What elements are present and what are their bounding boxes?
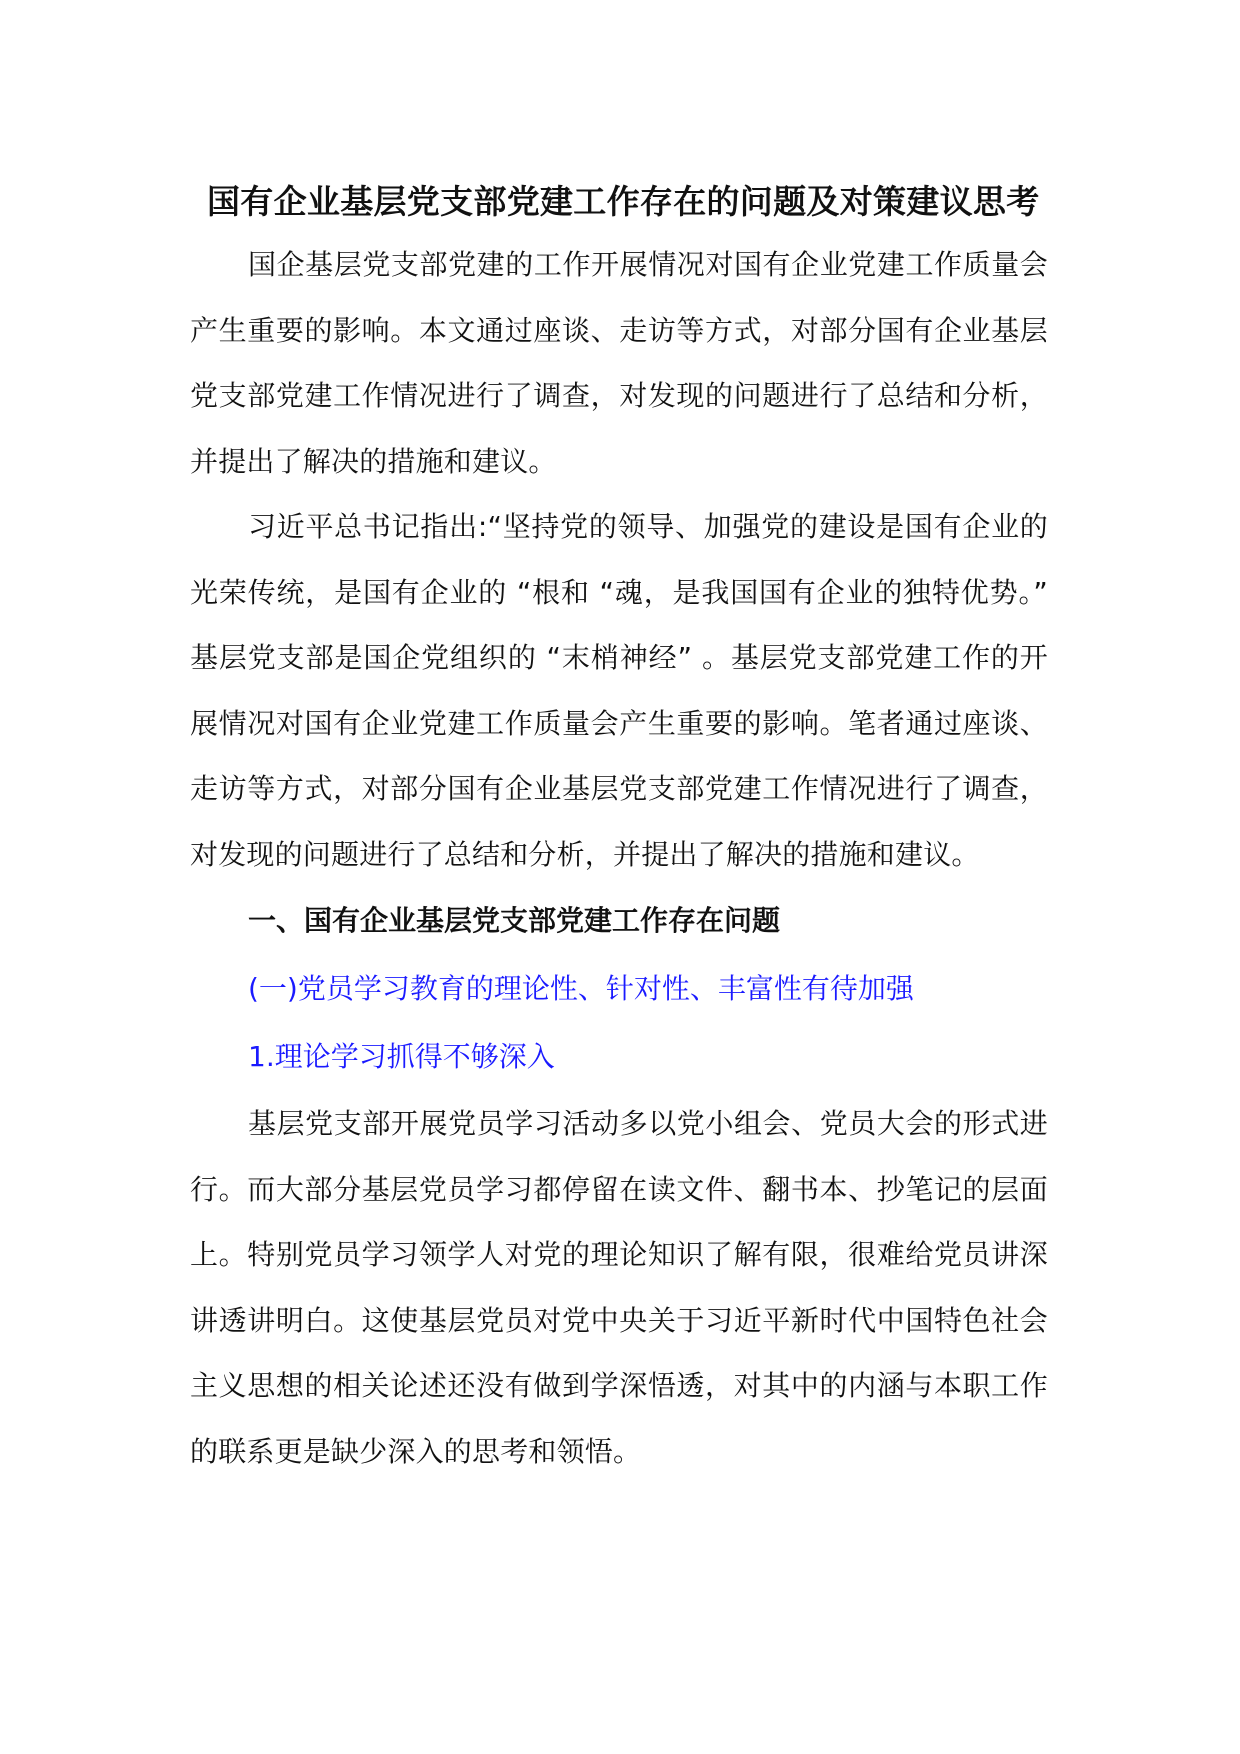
section-heading: 一、国有企业基层党支部党建工作存在问题 bbox=[248, 904, 781, 937]
quote-paragraph: 习近平总书记指出:“坚持党的领导、加强党的建设是国有企业的光荣传统，是国有企业的 “根和 “魂，是我国国有企业的独特优势。” 基层党支部是国企党组织的 “末梢神经” 。基层党支部党建工作的开展情况对国有企业党建工作质量会产生重要的影响。笔者通过座谈、走访等方式，对部分国有企业基层党支部党建工作情况进行了调查，对发现的问题进行了总结和分析，并提出了解决的措施和建议。 bbox=[190, 510, 1048, 871]
subsection-heading: (一)党员学习教育的理论性、针对性、丰富性有待加强 bbox=[248, 972, 914, 1005]
document-title: 国有企业基层党支部党建工作存在的问题及对策建议思考 bbox=[207, 182, 1040, 221]
item-paragraph: 基层党支部开展党员学习活动多以党小组会、党员大会的形式进行。而大部分基层党员学习都停留在读文件、翻书本、抄笔记的层面上。特别党员学习领学人对党的理论知识了解有限，很难给党员讲深讲透讲明白。这使基层党员对党中央关于习近平新时代中国特色社会主义思想的相关论述还没有做到学深悟透，对其中的内涵与本职工作的联系更是缺少深入的思考和领悟。 bbox=[190, 1107, 1048, 1468]
intro-paragraph: 国企基层党支部党建的工作开展情况对国有企业党建工作质量会产生重要的影响。本文通过座谈、走访等方式，对部分国有企业基层党支部党建工作情况进行了调查，对发现的问题进行了总结和分析，并提出了解决的措施和建议。 bbox=[190, 248, 1048, 478]
item-heading: 1.理论学习抓得不够深入 bbox=[248, 1040, 555, 1073]
document-content bbox=[190, 172, 1048, 1484]
